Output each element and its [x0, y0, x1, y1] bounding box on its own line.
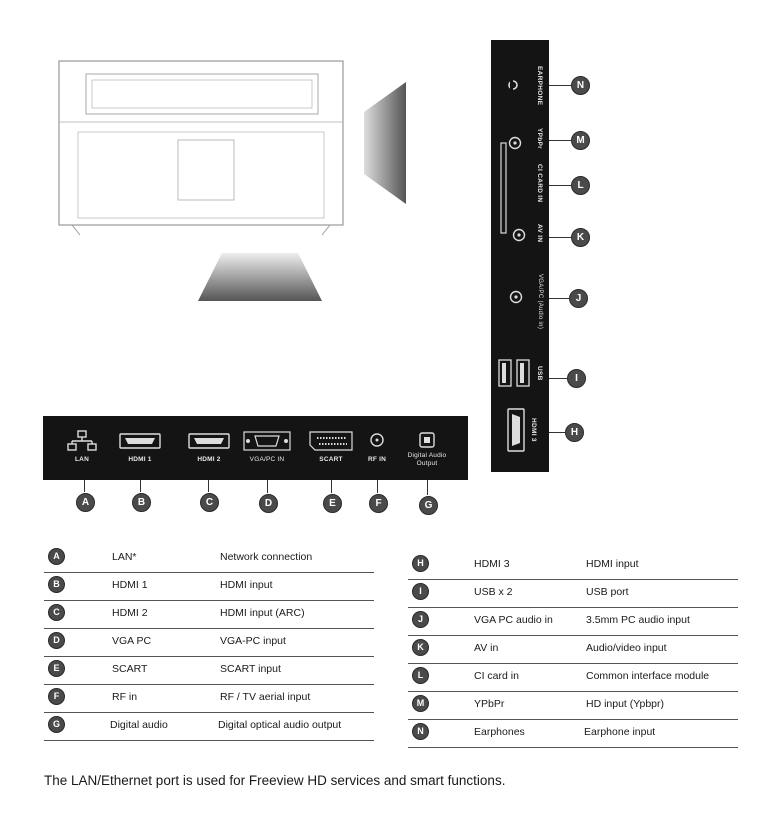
legend-badge: D: [48, 632, 65, 649]
port-badge-f: F: [369, 494, 388, 513]
legend-port-desc: HDMI input: [220, 579, 273, 591]
legend-port-desc: Earphone input: [584, 726, 656, 738]
legend-port-name: RF in: [112, 691, 138, 703]
tv-rear-illustration: [58, 60, 344, 236]
bottom-panel-zoom-indicator: [198, 253, 322, 301]
legend-row: [44, 545, 374, 573]
legend-table-left: [44, 545, 374, 745]
usb-ports-icon: [497, 358, 533, 388]
legend-port-name: HDMI 3: [474, 558, 510, 570]
legend-port-desc: SCART input: [220, 663, 281, 675]
legend-badge: L: [412, 667, 429, 684]
legend-port-name: USB x 2: [474, 586, 513, 598]
port-badge-h: H: [565, 423, 584, 442]
legend-badge: J: [412, 611, 429, 628]
legend-row: [44, 657, 374, 685]
legend-badge: F: [48, 688, 65, 705]
legend-row: [408, 580, 738, 608]
legend-badge: G: [48, 716, 65, 733]
vga-port-icon: [243, 431, 291, 451]
legend-port-desc: HD input (Ypbpr): [586, 698, 665, 710]
legend-port-desc: USB port: [586, 586, 629, 598]
legend-port-name: VGA PC audio in: [474, 614, 553, 626]
port-badge-c: C: [200, 493, 219, 512]
side-port-panel: [491, 40, 549, 472]
port-badge-n: N: [571, 76, 590, 95]
legend-port-desc: RF / TV aerial input: [220, 691, 311, 703]
bottom-port-panel: [43, 416, 468, 480]
hdmi1-port-label: HDMI 1: [128, 456, 152, 463]
legend-row: [408, 664, 738, 692]
legend-port-desc: HDMI input: [586, 558, 639, 570]
legend-badge: N: [412, 723, 429, 740]
port-badge-i: I: [567, 369, 586, 388]
optical-port-label: Digital Audio Output: [407, 452, 447, 467]
legend-badge: K: [412, 639, 429, 656]
legend-row: [44, 573, 374, 601]
legend-port-name: CI card in: [474, 670, 519, 682]
vga-audio-port-label: VGA/PC (Audio in): [537, 274, 543, 330]
port-badge-b: B: [132, 493, 151, 512]
legend-port-name: HDMI 2: [112, 607, 148, 619]
legend-row: [44, 601, 374, 629]
port-badge-d: D: [259, 494, 278, 513]
av-in-port-label: AV IN: [536, 224, 543, 243]
ci-card-slot-icon: [499, 142, 509, 234]
earphone-port-icon: [506, 78, 520, 92]
legend-badge: E: [48, 660, 65, 677]
legend-row: [44, 685, 374, 713]
legend-port-name: SCART: [112, 663, 148, 675]
legend-port-name: Digital audio: [110, 719, 168, 731]
optical-port-icon: [419, 432, 435, 448]
legend-port-desc: 3.5mm PC audio input: [586, 614, 690, 626]
legend-row: [408, 720, 738, 748]
legend-port-desc: Common interface module: [586, 670, 710, 682]
ypbpr-port-label: YPbPr: [536, 128, 543, 150]
usb-port-label: USB: [536, 366, 543, 381]
legend-badge: H: [412, 555, 429, 572]
legend-port-desc: Digital optical audio output: [218, 719, 342, 731]
port-badge-k: K: [571, 228, 590, 247]
vga-port-label: VGA/PC IN: [249, 456, 285, 463]
legend-port-desc: HDMI input (ARC): [220, 607, 305, 619]
scart-port-icon: [309, 431, 353, 451]
rf-port-label: RF IN: [368, 456, 386, 463]
legend-port-name: YPbPr: [474, 698, 505, 710]
ci-card-port-label: CI CARD IN: [536, 164, 543, 203]
legend-port-name: LAN*: [112, 551, 137, 563]
legend-badge: A: [48, 548, 65, 565]
legend-port-name: Earphones: [474, 726, 525, 738]
av-in-port-icon: [512, 228, 526, 242]
legend-row: [44, 629, 374, 657]
legend-badge: M: [412, 695, 429, 712]
hdmi3-port-label: HDMI 3: [530, 418, 537, 442]
legend-table-right: [408, 552, 738, 752]
port-badge-e: E: [323, 494, 342, 513]
legend-badge: B: [48, 576, 65, 593]
port-badge-g: G: [419, 496, 438, 515]
legend-badge: C: [48, 604, 65, 621]
hdmi2-port-icon: [188, 433, 230, 449]
scart-port-label: SCART: [319, 456, 343, 463]
legend-row: [408, 552, 738, 580]
vga-audio-port-icon: [509, 290, 523, 304]
legend-port-name: HDMI 1: [112, 579, 148, 591]
legend-port-desc: VGA-PC input: [220, 635, 286, 647]
port-badge-m: M: [571, 131, 590, 150]
legend-badge: I: [412, 583, 429, 600]
legend-port-name: VGA PC: [112, 635, 152, 647]
ypbpr-port-icon: [508, 136, 522, 150]
hdmi2-port-label: HDMI 2: [197, 456, 221, 463]
port-badge-j: J: [569, 289, 588, 308]
port-badge-a: A: [76, 493, 95, 512]
legend-row: [44, 713, 374, 741]
rf-port-icon: [369, 432, 385, 448]
hdmi3-port-icon: [507, 408, 525, 452]
port-badge-l: L: [571, 176, 590, 195]
hdmi1-port-icon: [119, 433, 161, 449]
lan-port-label: LAN: [75, 456, 89, 463]
legend-port-desc: Network connection: [220, 551, 313, 563]
lan-port-icon: [67, 430, 97, 452]
lan-footnote: The LAN/Ethernet port is used for Freeview HD services and smart functions.: [44, 773, 506, 788]
legend-port-desc: Audio/video input: [586, 642, 667, 654]
legend-row: [408, 692, 738, 720]
legend-port-name: AV in: [474, 642, 499, 654]
legend-row: [408, 636, 738, 664]
earphone-port-label: EARPHONE: [536, 66, 543, 106]
side-panel-zoom-indicator: [364, 82, 406, 204]
legend-row: [408, 608, 738, 636]
